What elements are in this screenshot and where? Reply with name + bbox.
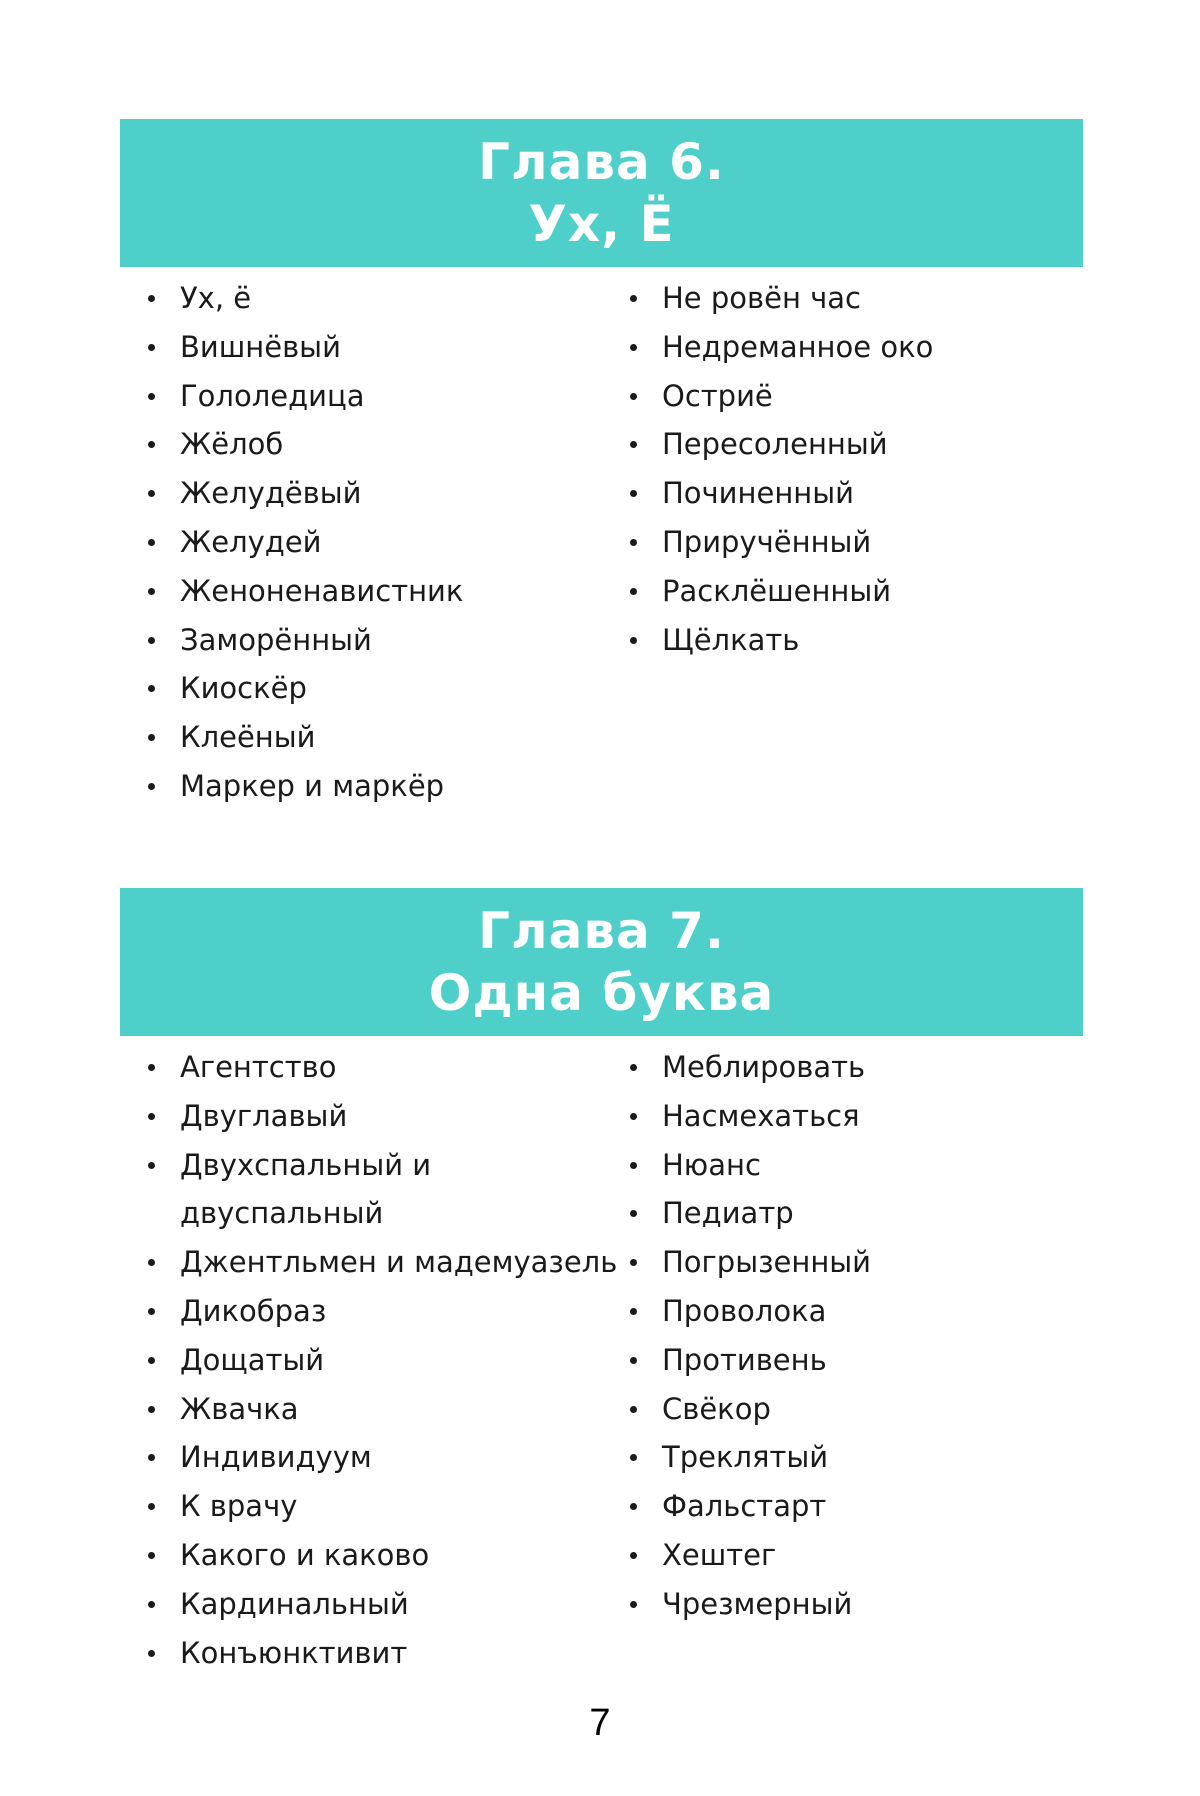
list-item: Погрызенный	[630, 1238, 871, 1287]
list-item: Меблировать	[630, 1043, 871, 1092]
list-item: Ух, ё	[148, 274, 463, 323]
chapter-6-list-left	[148, 274, 463, 811]
list-item: Не ровён час	[630, 274, 933, 323]
chapter-7-title: Одна буква	[428, 964, 775, 1022]
list-item: Проволока	[630, 1287, 871, 1336]
chapter-7-list-left	[148, 1043, 617, 1677]
list-item: Индивидуум	[148, 1433, 617, 1482]
list-item: Вишнёвый	[148, 323, 463, 372]
list-item: Джентльмен и мадемуазель	[148, 1238, 617, 1287]
list-item: Заморённый	[148, 616, 463, 665]
list-item: Женоненавистник	[148, 567, 463, 616]
list-item: Агентство	[148, 1043, 617, 1092]
list-item: Педиатр	[630, 1189, 871, 1238]
list-item: Недреманное око	[630, 323, 933, 372]
list-item: Приручённый	[630, 518, 933, 567]
chapter-7-heading	[120, 888, 1083, 1036]
list-item: Киоскёр	[148, 664, 463, 713]
list-item: Починенный	[630, 469, 933, 518]
list-item: Фальстарт	[630, 1482, 871, 1531]
list-item: Какого и каково	[148, 1531, 617, 1580]
chapter-6-list-right	[630, 274, 933, 664]
list-item: Чрезмерный	[630, 1580, 871, 1629]
list-item: Пересоленный	[630, 420, 933, 469]
list-item: Дикобраз	[148, 1287, 617, 1336]
list-item: Щёлкать	[630, 616, 933, 665]
list-item: К врачу	[148, 1482, 617, 1531]
list-item: Свёкор	[630, 1385, 871, 1434]
list-item: Жёлоб	[148, 420, 463, 469]
list-item: Гололедица	[148, 372, 463, 421]
list-item: Расклёшенный	[630, 567, 933, 616]
list-item: Кардинальный	[148, 1580, 617, 1629]
chapter-6-number: Глава 6.	[478, 133, 725, 191]
list-item: Желудёвый	[148, 469, 463, 518]
list-item: Дощатый	[148, 1336, 617, 1385]
list-item: Маркер и маркёр	[148, 762, 463, 811]
list-item: Конъюнктивит	[148, 1629, 617, 1678]
list-item: Треклятый	[630, 1433, 871, 1482]
list-item: Желудей	[148, 518, 463, 567]
list-item: Хештег	[630, 1531, 871, 1580]
page-number: 7	[589, 1702, 611, 1744]
list-item: Остриё	[630, 372, 933, 421]
chapter-7-number: Глава 7.	[478, 902, 725, 960]
list-item: Двухспальный и двуспальный	[148, 1141, 480, 1239]
list-item: Клеёный	[148, 713, 463, 762]
chapter-7-list-right	[630, 1043, 871, 1629]
chapter-6-heading	[120, 119, 1083, 267]
list-item: Насмехаться	[630, 1092, 871, 1141]
list-item: Нюанс	[630, 1141, 871, 1190]
list-item: Жвачка	[148, 1385, 617, 1434]
list-item: Противень	[630, 1336, 871, 1385]
list-item: Двуглавый	[148, 1092, 617, 1141]
chapter-6-title: Ух, Ё	[528, 195, 675, 253]
